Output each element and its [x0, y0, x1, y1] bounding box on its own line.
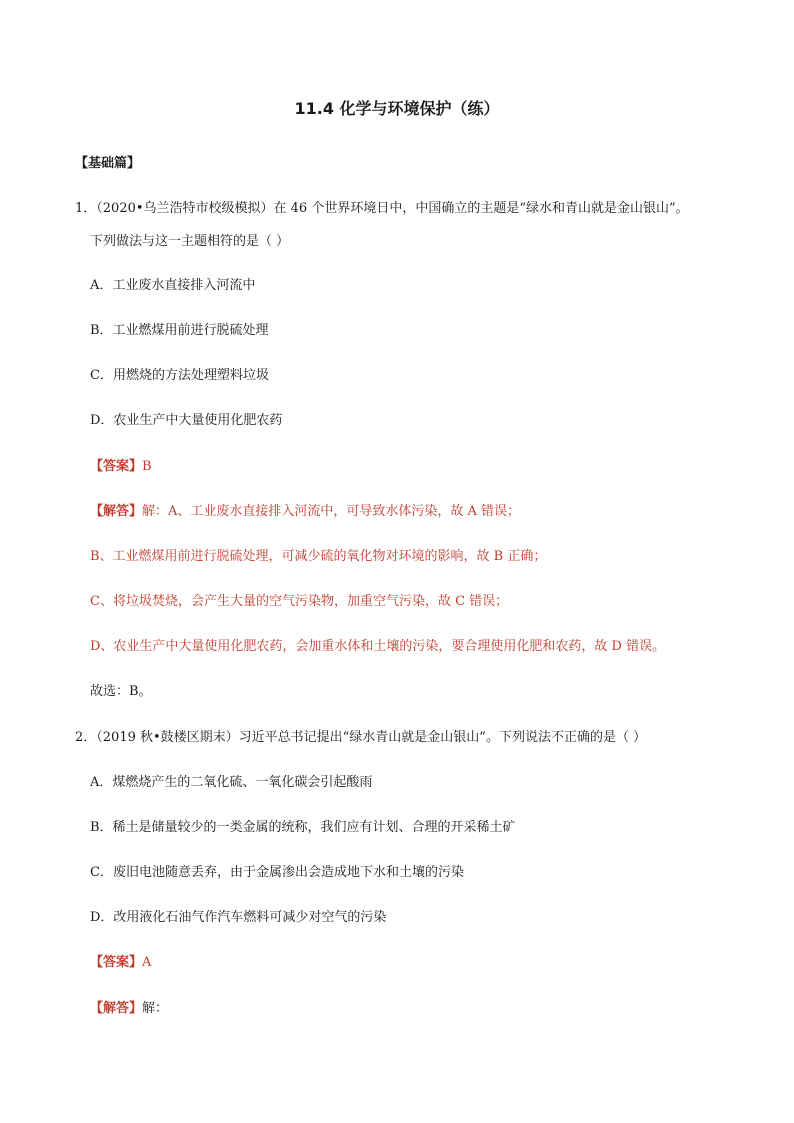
question-1-option-d: D．农业生产中大量使用化肥农药	[90, 413, 283, 428]
analysis-line: 解：A、工业废水直接排入河流中，可导致水体污染，故 A 错误；	[142, 504, 521, 519]
question-1-option-b: B．工业燃煤用前进行脱硫处理	[90, 323, 269, 338]
question-1-stem-cont: 下列做法与这一主题相符的是（ ）	[90, 234, 290, 249]
question-2-option-a: A．煤燃烧产生的二氧化硫、一氧化碳会引起酸雨	[90, 775, 373, 790]
analysis-text: 解：	[142, 1001, 169, 1016]
answer-value: B	[142, 459, 152, 474]
question-1-analysis-line-b: B、工业燃煤用前进行脱硫处理，可减少硫的氧化物对环境的影响，故 B 正确；	[90, 549, 547, 564]
question-2-option-c: C．废旧电池随意丢弃，由于金属渗出会造成地下水和土壤的污染	[90, 865, 464, 880]
question-1-answer	[90, 455, 152, 474]
analysis-tag: 【解答】	[90, 504, 143, 519]
question-2-option-b: B．稀土是储量较少的一类金属的统称，我们应有计划、合理的开采稀土矿	[90, 820, 516, 835]
answer-tag: 【答案】	[90, 955, 143, 970]
question-1-analysis-line-c: C、将垃圾焚烧，会产生大量的空气污染物，加重空气污染，故 C 错误；	[90, 594, 509, 609]
question-1-analysis-line-d: D、农业生产中大量使用化肥农药，会加重水体和土壤的污染，要合理使用化肥和农药，故 D 错误。	[90, 639, 666, 654]
answer-value: A	[142, 955, 152, 970]
section-heading: 【基础篇】	[75, 156, 141, 171]
question-1-option-c: C．用燃烧的方法处理塑料垃圾	[90, 368, 269, 383]
question-1-conclusion: 故选：B。	[90, 684, 152, 699]
question-2-analysis	[90, 997, 168, 1016]
question-1-stem: 1．（2020•乌兰浩特市校级模拟）在 46 个世界环境日中，中国确立的主题是“绿水和青山就是金山银山”。	[75, 201, 689, 216]
question-1-option-a: A．工业废水直接排入河流中	[90, 278, 256, 293]
analysis-tag: 【解答】	[90, 1001, 143, 1016]
question-2-answer	[90, 951, 151, 970]
question-1-analysis	[90, 500, 520, 519]
answer-tag: 【答案】	[90, 459, 143, 474]
question-2-stem: 2．（2019 秋•鼓楼区期末）习近平总书记提出“绿水青山就是金山银山”。下列说法不正确的是（ ）	[75, 730, 647, 745]
page-title: 11.4 化学与环境保护（练）	[294, 99, 500, 118]
question-2-option-d: D．改用液化石油气作汽车燃料可减少对空气的污染	[90, 910, 387, 925]
